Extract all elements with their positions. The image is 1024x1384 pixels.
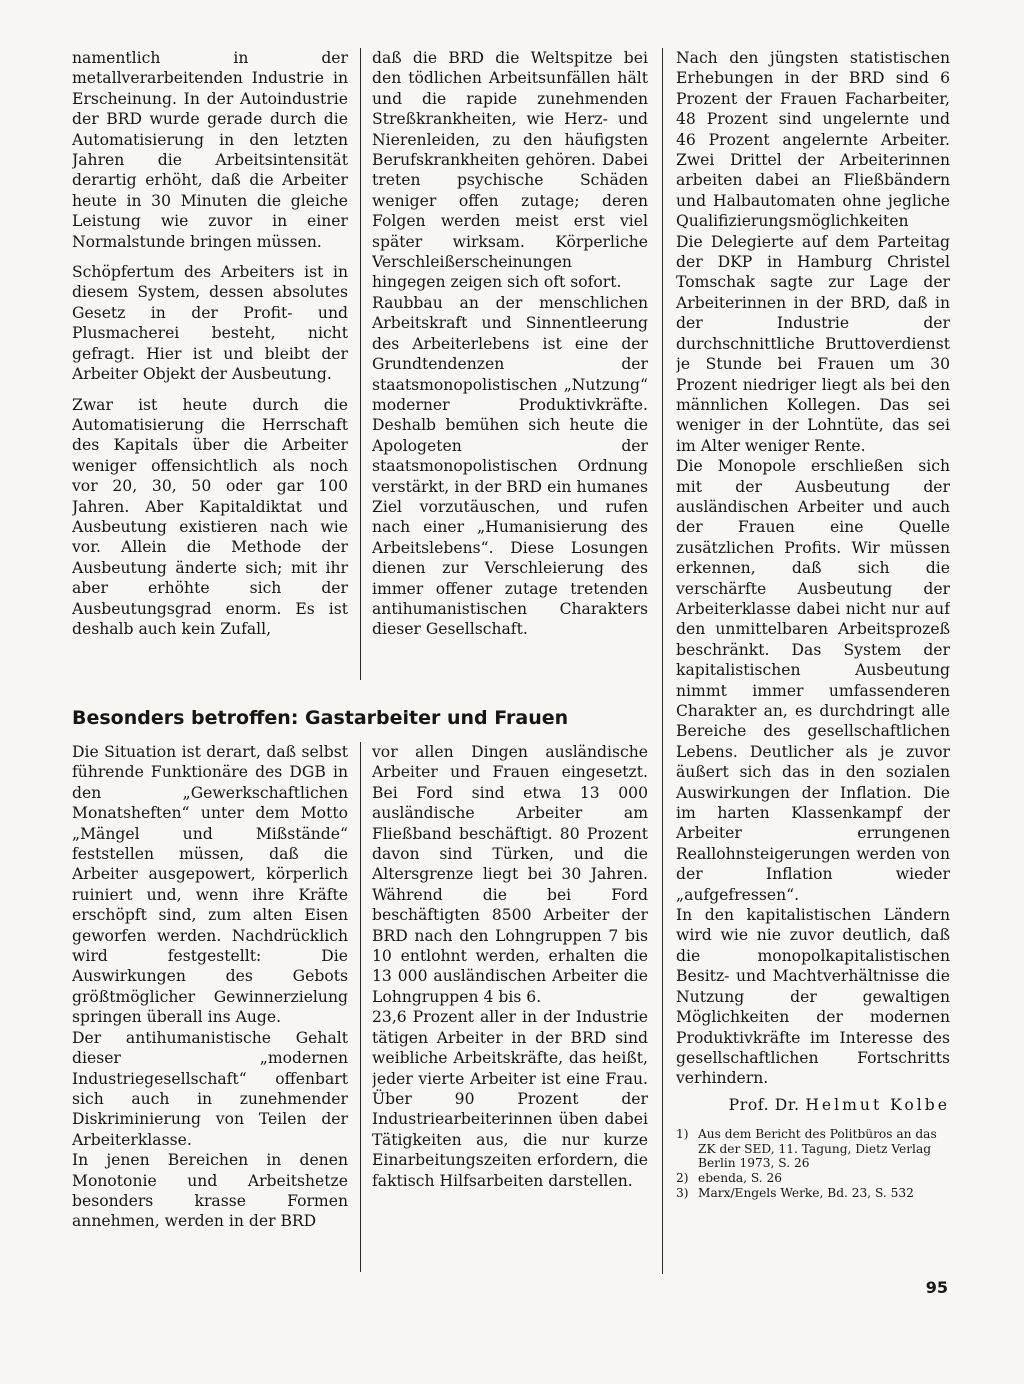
column-rule [360,742,361,1272]
paragraph: Zwar ist heute durch die Automatisierung die Herrschaft des Kapitals über die Arbeiter weniger offensichtlich als noch vor 20, 30, 50 oder gar 100 Jahren. Aber Kapitaldiktat und Ausbeutung existieren nach wie vor. Allein die Methode der Ausbeutung änderte sich; mit ihr aber erhöhte sich der Ausbeutungsgrad enorm. Es ist deshalb auch kein Zufall, [72,395,348,638]
article-column-2 [372,48,648,688]
footnote-number: 2) [676,1170,689,1185]
paragraph: Raubbau an der menschlichen Arbeitskraft und Sinnentleerung des Arbeiterlebens ist eine der Grundtendenzen der staatsmonopolistischen „Nutzung“ moderner Produktivkräfte. Deshalb bemühen sich heute die Apologeten der staatsmonopolistischen Ordnung verstärkt, in der BRD ein humanes Ziel vorzutäuschen, und rufen nach einer „Humanisierung des Arbeitslebens“. Diese Losungen dienen zur Verschleierung des immer offener zutage tretenden antihumanistischen Charakters dieser Gesellschaft. [372,293,648,639]
paragraph: Die Situation ist derart, daß selbst führende Funktionäre des DGB in den „Gewerkschaftlichen Monatsheften“ unter dem Motto „Mängel und Mißstände“ feststellen müssen, daß die Arbeiter ausgepowert, körperlich ruiniert und, wenn ihre Kräfte erschöpft sind, zum alten Eisen geworfen werden. Nachdrücklich wird festgestellt: Die Auswirkungen des Gebots größtmöglicher Gewinnerzielung springen überall ins Auge. [72,743,348,1027]
article-column-4 [72,742,348,1272]
footnote [676,1127,950,1171]
footnote-text: ebenda, S. 26 [698,1170,783,1185]
author-name: Helmut Kolbe [805,1095,950,1114]
paragraph: Nach den jüngsten statistischen Erhebungen in der BRD sind 6 Prozent der Frauen Facharbeiter, 48 Prozent sind ungelernte und 46 Prozent angelernte Arbeiter. Zwei Drittel der Arbeiterinnen arbeiten dabei an Fließbändern und Halbautomaten ohne jegliche Qualifizierungsmöglichkeiten [676,49,950,231]
footnote [676,1186,950,1201]
footnote-number: 1) [676,1127,689,1142]
paragraph: namentlich in der metallverarbeitenden Industrie in Erscheinung. In der Autoindustrie der BRD wurde gerade durch die Automatisierung in den letzten Jahren die Arbeitsintensität derartig erhöht, daß die Arbeiter heute in 30 Minuten die gleiche Leistung wie zuvor in einer Normalstunde bringen müssen. [72,49,348,251]
footnote-number: 3) [676,1185,689,1200]
footnotes [676,1127,950,1200]
article-column-5 [372,742,648,1272]
article-column-1 [72,48,348,688]
paragraph: In jenen Bereichen in denen Monotonie und Arbeitshetze besonders krasse Formen annehmen, werden in der BRD [72,1151,348,1231]
footnote-text: Aus dem Bericht des Politbüros an das ZK der SED, 11. Tagung, Dietz Verlag Berlin 1973, S. 26 [698,1127,937,1171]
column-rule [360,48,361,680]
paragraph: Der antihumanistische Gehalt dieser „modernen Industriegesellschaft“ offenbart sich auch in zunehmender Diskriminierung von Teilen der Arbeiterklasse. [72,1028,348,1149]
author-title: Prof. Dr. [728,1095,800,1114]
page-number: 95 [925,1278,948,1297]
author-byline [676,1095,950,1115]
paragraph: Schöpfertum des Arbeiters ist in diesem System, dessen absolutes Gesetz in der Profit- und Plusmacherei besteht, nicht gefragt. Hier ist und bleibt der Arbeiter Objekt der Ausbeutung. [72,263,348,384]
footnote-text: Marx/Engels Werke, Bd. 23, S. 532 [698,1185,914,1200]
section-heading: Besonders betroffen: Gastarbeiter und Frauen [72,707,569,729]
article-column-3 [676,48,950,1248]
paragraph: daß die BRD die Weltspitze bei den tödlichen Arbeitsunfällen hält und die rapide zunehmenden Streßkrankheiten, wie Herz- und Nierenleiden, zu den häufigsten Berufskrankheiten gehören. Dabei treten psychische Schäden weniger offen zutage; deren Folgen werden meist erst viel später wirksam. Körperliche Verschleißerscheinungen hingegen zeigen sich oft sofort. [372,49,648,292]
paragraph: 23,6 Prozent aller in der Industrie tätigen Arbeiter in der BRD sind weibliche Arbeitskräfte, das heißt, jeder vierte Arbeiter ist eine Frau. Über 90 Prozent der Industriearbeiterinnen üben dabei Tätigkeiten aus, die nur kurze Einarbeitungszeiten erfordern, die faktisch Hilfsarbeiten darstellen. [372,1008,648,1190]
paragraph: In den kapitalistischen Ländern wird wie nie zuvor deutlich, daß die monopolkapitalistischen Besitz- und Machtverhältnisse die Nutzung der gewaltigen Möglichkeiten der modernen Produktivkräfte im Interesse des gesellschaftlichen Fortschritts verhindern. [676,906,950,1088]
paragraph: Die Monopole erschließen sich mit der Ausbeutung der ausländischen Arbeiter und auch der Frauen eine Quelle zusätzlichen Profits. Wir müssen erkennen, daß sich die verschärfte Ausbeutung der Arbeiterklasse dabei nicht nur auf den unmittelbaren Arbeitsprozeß beschränkt. Das System der kapitalistischen Ausbeutung nimmt immer umfassenderen Charakter an, es durchdringt alle Bereiche des gesellschaftlichen Lebens. Deutlicher als je zuvor äußert sich das in den sozialen Auswirkungen der Inflation. Die im harten Klassenkampf der Arbeiter errungenen Reallohnsteigerungen werden von der Inflation wieder „aufgefressen“. [676,457,950,904]
column-rule [662,48,663,1274]
paragraph: Die Delegierte auf dem Parteitag der DKP in Hamburg Christel Tomschak sagte zur Lage der Arbeiterinnen in der BRD, daß in der Industrie der durchschnittliche Bruttoverdienst je Stunde bei Frauen um 30 Prozent niedriger liegt als bei den männlichen Kollegen. Das sei weniger in der Lohntüte, das sei im Alter weniger Rente. [676,232,950,455]
paragraph: vor allen Dingen ausländische Arbeiter und Frauen eingesetzt. Bei Ford sind etwa 13 000 ausländische Arbeiter am Fließband beschäftigt. 80 Prozent davon sind Türken, und die Altersgrenze liegt bei 30 Jahren. Während die bei Ford beschäftigten 8500 Arbeiter der BRD nach den Lohngruppen 7 bis 10 entlohnt werden, erhalten die 13 000 ausländischen Arbeiter die Lohngruppen 4 bis 6. [372,743,648,1006]
footnote [676,1171,950,1186]
